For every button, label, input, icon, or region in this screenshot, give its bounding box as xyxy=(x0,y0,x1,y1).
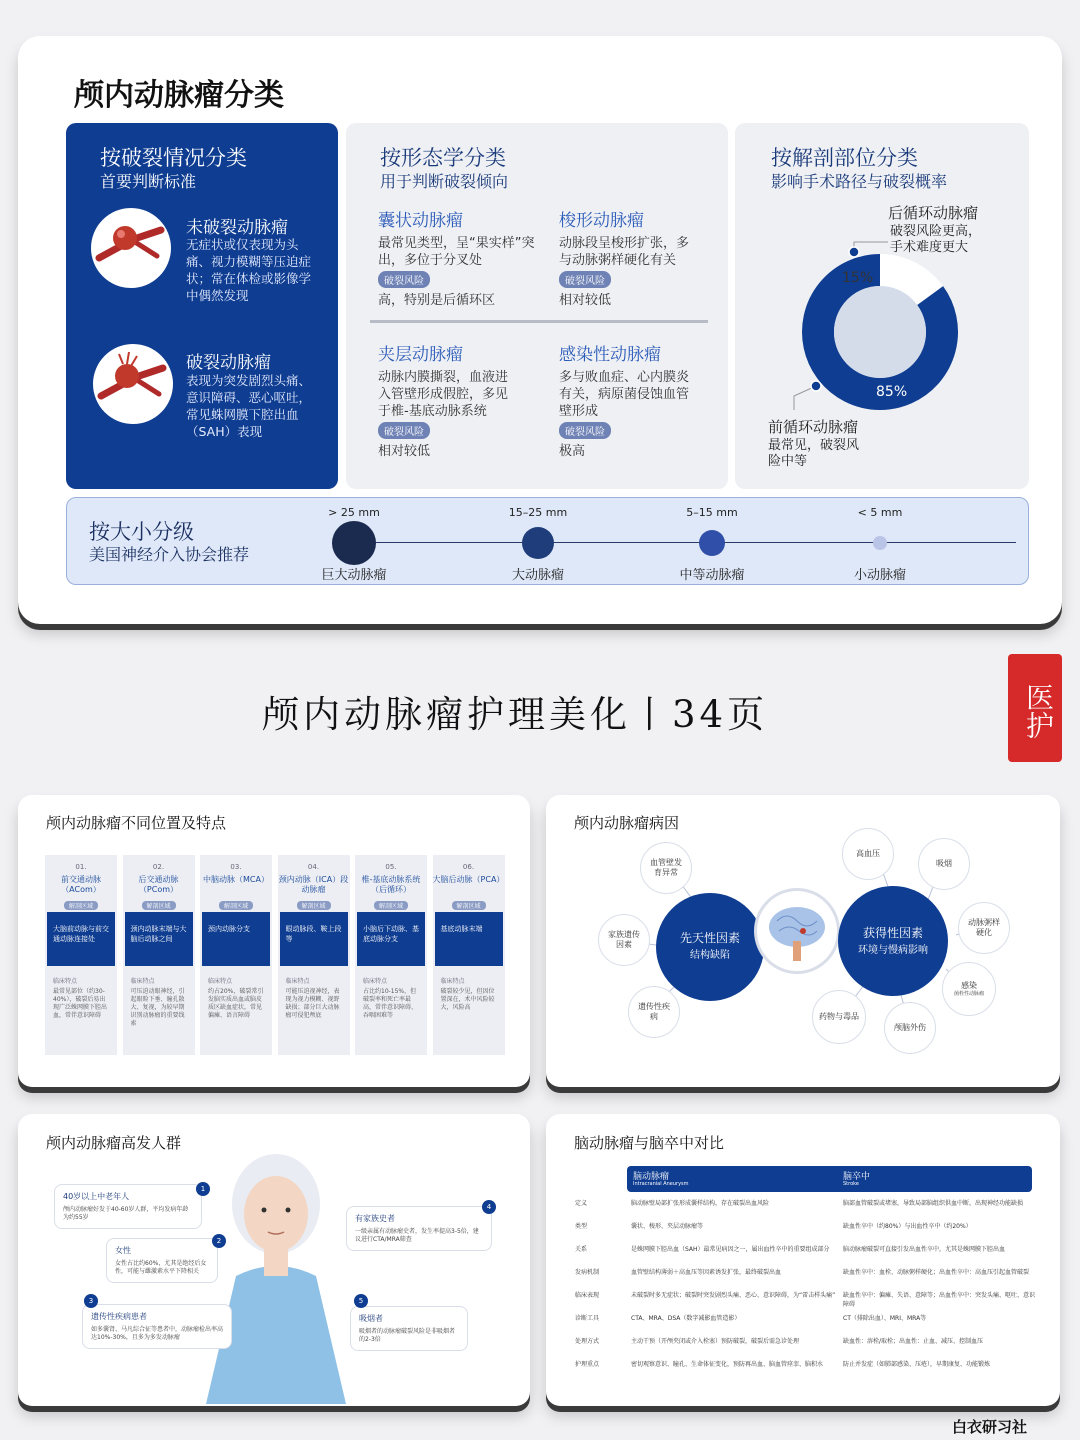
row-label: 护理重点 xyxy=(575,1361,600,1368)
acquired-circle xyxy=(838,886,948,996)
banner-title: 颅内动脉瘤护理美化丨34页 xyxy=(262,693,769,736)
bubble-genetic: 遗传性疾病 xyxy=(628,986,680,1038)
anat-title: 按解剖部位分类 xyxy=(771,146,918,170)
risk-desc: 吸烟者的动脉瘤破裂风险是非吸烟者的2-3倍 xyxy=(359,1328,456,1343)
feature-label: 临床特点 xyxy=(53,978,78,985)
location-area: 颈内动脉末端与大脑后动脉之间 xyxy=(125,912,193,966)
risk-badge: 破裂风险 xyxy=(559,271,611,288)
morph-risk: 高，特别是后循环区 xyxy=(378,293,496,308)
location-name: 大脑后动脉（PCA） xyxy=(432,875,505,884)
row-stroke: 脑部血管破裂或堵塞，导致局部脑组织供血中断，出现神经功能缺损 xyxy=(843,1200,1024,1207)
header-aneurysm-en: Intracranial Aneurysm xyxy=(633,1181,689,1187)
area-label: 解剖区域 xyxy=(297,901,331,910)
morph-name: 梭形动脉瘤 xyxy=(559,211,644,231)
table-row xyxy=(575,1221,1035,1230)
feature-label: 临床特点 xyxy=(440,978,465,985)
location-name: 前交通动脉（ACom） xyxy=(61,875,101,894)
morph-name: 囊状动脉瘤 xyxy=(378,211,463,231)
location-column xyxy=(45,855,117,1055)
risk-title: 女性 xyxy=(115,1246,131,1255)
risk-desc: 女性占比约60%，尤其是绝经后女性，可能与雌激素水平下降相关 xyxy=(115,1260,207,1275)
location-name: 中脑动脉（MCA） xyxy=(203,875,269,884)
bubble-infection-label: 感染 xyxy=(961,980,977,990)
location-area: 小脑后下动脉、基底动脉分支 xyxy=(357,912,425,966)
risk-num: 2 xyxy=(212,1234,226,1248)
congenital-sub: 结构缺陷 xyxy=(690,950,730,961)
morph-name: 感染性动脉瘤 xyxy=(559,345,661,365)
aneurysm-ruptured-image xyxy=(93,344,173,424)
rupture-subtitle: 首要判断标准 xyxy=(100,172,197,191)
risk-tag-age xyxy=(54,1184,202,1229)
location-column xyxy=(355,855,427,1055)
morph-desc: 动脉段呈梭形扩张，多与动脉粥样硬化有关 xyxy=(559,236,690,268)
size-range: > 25 mm xyxy=(328,506,380,519)
risk-desc: 如多囊肾、马凡综合征等患者中，动脉瘤检出率高达10%-30%，且多为多发动脉瘤 xyxy=(91,1326,224,1341)
location-area: 基底动脉末端 xyxy=(435,912,503,966)
location-column xyxy=(433,855,505,1055)
location-feature: 破裂较少见，但因位置深在，术中风险较大，风险高 xyxy=(440,988,495,1011)
risk-tag-genetic xyxy=(82,1304,232,1349)
location-name: 颈内动脉（ICA）段动脉瘤 xyxy=(278,875,349,894)
elderly-woman-image xyxy=(196,1146,356,1404)
morph-risk: 相对较低 xyxy=(559,293,612,308)
risk-title: 有家族史者 xyxy=(355,1214,395,1223)
posterior-name: 后循环动脉瘤 xyxy=(888,204,979,222)
table-row xyxy=(575,1313,1035,1322)
table-header xyxy=(627,1166,1032,1192)
location-num: 01. xyxy=(75,863,87,871)
slide4-title: 颅内动脉瘤高发人群 xyxy=(46,1134,182,1152)
header-stroke-en: Stroke xyxy=(843,1181,859,1187)
posterior-desc: 破裂风险更高，手术难度更大 xyxy=(890,224,982,255)
size-title: 按大小分级 xyxy=(89,520,194,544)
risk-num: 3 xyxy=(84,1294,98,1308)
size-subtitle: 美国神经介入协会推荐 xyxy=(89,545,250,564)
size-range: 15–25 mm xyxy=(508,506,568,519)
morph-risk: 极高 xyxy=(559,444,586,459)
row-label: 定义 xyxy=(575,1200,588,1207)
risk-title: 吸烟者 xyxy=(359,1314,383,1323)
row-stroke: CT（排除出血）、MRI、MRA等 xyxy=(843,1315,927,1322)
row-stroke: 缺血性卒中：偏瘫、失语、意障等；出血性卒中：突发头痛、呕吐、意识障碍 xyxy=(843,1292,1036,1308)
size-dot xyxy=(332,521,376,565)
slide3-title: 颅内动脉瘤病因 xyxy=(574,814,680,832)
anterior-desc: 最常见，破裂风险中等 xyxy=(768,438,860,469)
location-num: 03. xyxy=(230,863,242,871)
feature-label: 临床特点 xyxy=(285,978,310,985)
morph-desc: 最常见类型，呈“果实样”突出，多位于分叉处 xyxy=(378,236,535,268)
risk-badge: 破裂风险 xyxy=(378,271,430,288)
risk-num: 1 xyxy=(196,1182,210,1196)
risk-tag-female xyxy=(106,1238,218,1283)
risk-num: 5 xyxy=(354,1294,368,1308)
morph-item-infectious xyxy=(559,340,689,460)
area-label: 解剖区域 xyxy=(64,901,98,910)
morph-title: 按形态学分类 xyxy=(380,146,506,170)
location-column xyxy=(123,855,195,1055)
size-name: 大动脉瘤 xyxy=(511,568,564,583)
acquired-sub: 环境与慢病影响 xyxy=(858,945,928,956)
risk-tag-family xyxy=(346,1206,492,1251)
location-feature: 约占20%，破裂常引发脑实质出血或脑皮质区缺血症状，常见偏瘫、语言障碍 xyxy=(208,988,264,1019)
risk-title: 遗传性疾病患者 xyxy=(91,1312,147,1321)
location-area: 颈内动脉分支 xyxy=(202,912,270,966)
size-name: 巨大动脉瘤 xyxy=(321,568,387,583)
row-aneurysm: 主动干预（开颅夹闭或介入栓塞）预防破裂，破裂后需急诊处理 xyxy=(631,1338,800,1345)
risk-title: 40岁以上中老年人 xyxy=(63,1192,130,1201)
location-num: 05. xyxy=(385,863,397,871)
feature-label: 临床特点 xyxy=(130,978,155,985)
risk-desc: 一级亲属有动脉瘤史者，发生率提高3-5倍，建议进行CTA/MRA筛查 xyxy=(355,1228,479,1243)
size-name: 中等动脉瘤 xyxy=(679,568,745,583)
location-column xyxy=(278,855,350,1055)
row-aneurysm: 是蛛网膜下腔出血（SAH）最常见病因之一，属出血性卒中的重要组成部分 xyxy=(631,1246,830,1253)
bubble-smoking: 吸烟 xyxy=(918,838,970,890)
risk-tag-smoker xyxy=(350,1306,468,1351)
location-num: 06. xyxy=(462,863,475,871)
location-num: 02. xyxy=(152,863,165,871)
congenital-title: 先天性因素 xyxy=(679,931,740,945)
location-column xyxy=(200,855,272,1055)
morph-name: 夹层动脉瘤 xyxy=(378,345,463,365)
risk-desc: 颅内动脉瘤好发于40-60岁人群，平均发病年龄为约55岁 xyxy=(63,1206,189,1221)
area-label: 解剖区域 xyxy=(452,901,486,910)
rupture-title: 按破裂情况分类 xyxy=(100,146,247,170)
bubble-infection-sub: 菌栓性动脉瘤 xyxy=(953,990,984,997)
size-name: 小动脉瘤 xyxy=(853,568,906,583)
slide1-title: 颅内动脉瘤分类 xyxy=(74,78,284,113)
location-feature: 可压迫动眼神经，引起眼睑下垂、瞳孔散大、复视，为较早期识别动脉瘤的重要线索 xyxy=(130,988,185,1027)
header-aneurysm: 脑动脉瘤 xyxy=(633,1172,670,1182)
location-name: 椎-基底动脉系统（后循环） xyxy=(361,875,421,894)
risk-badge: 破裂风险 xyxy=(559,422,611,439)
feature-label: 临床特点 xyxy=(363,978,388,985)
table-row xyxy=(575,1290,1035,1308)
row-aneurysm: 未破裂时多无症状；破裂时突发剧烈头痛、恶心、意识障碍，为“雷击样头痛” xyxy=(631,1292,836,1299)
row-label: 发病机制 xyxy=(575,1269,600,1276)
size-range: < 5 mm xyxy=(857,506,903,519)
location-feature: 最常见部位（约30-40%），破裂后易出现广泛蛛网膜下腔出血，常伴意识障碍 xyxy=(53,988,108,1019)
location-name: 后交通动脉（PCom） xyxy=(138,875,179,894)
row-stroke: 缺血性卒中（约80%）与出血性卒中（约20%） xyxy=(843,1223,972,1230)
aneurysm-unruptured-image xyxy=(91,208,171,288)
row-stroke: 缺血性：溶栓/取栓；出血性：止血、减压、控制血压 xyxy=(843,1338,984,1345)
bubble-drugs: 药物与毒品 xyxy=(812,990,866,1044)
row-label: 临床表现 xyxy=(575,1292,600,1299)
label-15pct: 15% xyxy=(842,270,874,286)
morph-subtitle: 用于判断破裂倾向 xyxy=(380,172,509,191)
ruptured-desc: 表现为突发剧烈头痛、意识障碍、恶心呕吐，常见蛛网膜下腔出血（SAH）表现 xyxy=(186,373,312,439)
row-aneurysm: CTA、MRA、DSA（数字减影血管造影） xyxy=(631,1315,741,1322)
header-stroke: 脑卒中 xyxy=(843,1172,871,1182)
morph-risk: 相对较低 xyxy=(378,444,431,459)
anterior-name: 前循环动脉瘤 xyxy=(768,418,859,436)
row-aneurysm: 囊状、梭形、夹层动脉瘤等 xyxy=(631,1223,704,1230)
bubble-vessel-wall: 血管壁发育异常 xyxy=(640,842,692,894)
row-aneurysm: 密切观察意识、瞳孔、生命体征变化，预防再出血、脑血管痉挛、脑积水 xyxy=(631,1361,824,1368)
size-dot xyxy=(699,530,725,556)
anat-subtitle: 影响手术路径与破裂概率 xyxy=(771,172,948,191)
unruptured-name: 未破裂动脉瘤 xyxy=(186,218,288,238)
bubble-family: 家族遗传因素 xyxy=(598,914,650,966)
location-area: 眼动脉段、鞍上段等 xyxy=(280,912,348,966)
ruptured-name: 破裂动脉瘤 xyxy=(186,353,271,373)
location-num: 04. xyxy=(307,863,320,871)
table-row xyxy=(575,1359,1035,1368)
row-label: 类型 xyxy=(575,1223,588,1230)
morph-item-fusiform xyxy=(559,206,699,309)
location-feature: 可能压迫视神经，表现为视力模糊、视野缺损；部分巨大动脉瘤可侵犯颅底 xyxy=(285,988,340,1019)
brain-image xyxy=(754,888,840,974)
row-aneurysm: 血管壁结构薄弱＋高血压等因素诱发扩张，最终破裂出血 xyxy=(631,1269,782,1276)
row-label: 处理方式 xyxy=(575,1338,600,1345)
slide2-title: 颅内动脉瘤不同位置及特点 xyxy=(46,814,227,832)
bubble-hypertension: 高血压 xyxy=(842,828,894,880)
slide5-title: 脑动脉瘤与脑卒中对比 xyxy=(574,1134,725,1152)
risk-num: 4 xyxy=(482,1200,496,1214)
watermark: 白衣研习社 xyxy=(952,1418,1028,1436)
row-aneurysm: 脑动脉壁局部扩张形成囊样结构，存在破裂出血风险 xyxy=(631,1200,770,1207)
morph-desc: 动脉内膜撕裂，血液进入管壁形成假腔，多见于椎-基底动脉系统 xyxy=(378,370,509,419)
row-stroke: 脑动脉瘤破裂可直接引发出血性卒中，尤其是蛛网膜下腔出血 xyxy=(843,1246,1006,1253)
unruptured-desc: 无症状或仅表现为头痛、视力模糊等压迫症状；常在体检或影像学中偶然发现 xyxy=(186,237,312,303)
congenital-circle xyxy=(656,893,764,1001)
table-row xyxy=(575,1267,1035,1276)
morph-item-saccular xyxy=(378,206,538,309)
risk-badge: 破裂风险 xyxy=(378,422,430,439)
area-label: 解剖区域 xyxy=(142,901,176,910)
size-dot xyxy=(522,527,554,559)
area-label: 解剖区域 xyxy=(374,901,408,910)
location-area: 大脑前动脉与前交通动脉连接处 xyxy=(47,912,115,966)
bubble-trauma: 颅脑外伤 xyxy=(884,1002,936,1054)
feature-label: 临床特点 xyxy=(208,978,233,985)
morph-desc: 多与败血症、心内膜炎有关，病原菌侵蚀血管壁形成 xyxy=(559,370,690,419)
bubble-atherosclerosis: 动脉粥样硬化 xyxy=(958,902,1010,954)
acquired-title: 获得性因素 xyxy=(862,926,923,940)
location-feature: 占比约10-15%，但破裂率和死亡率最高，常伴意识障碍、吞咽困难等 xyxy=(363,988,418,1019)
row-label: 关系 xyxy=(575,1246,588,1253)
area-label: 解剖区域 xyxy=(219,901,253,910)
table-row xyxy=(575,1244,1035,1253)
size-line xyxy=(352,542,1016,543)
table-row xyxy=(575,1336,1035,1345)
table-row xyxy=(575,1198,1035,1207)
tag-medical: 医护 xyxy=(1008,654,1062,762)
morph-item-dissecting xyxy=(378,340,518,460)
size-range: 5–15 mm xyxy=(686,506,738,519)
row-stroke: 缺血性卒中：血栓、动脉粥样硬化；出血性卒中：高血压引起血管破裂 xyxy=(843,1269,1030,1276)
row-stroke: 防止并发症（如肺部感染、压疮），早期康复、功能锻炼 xyxy=(843,1361,991,1368)
row-label: 诊断工具 xyxy=(575,1315,600,1322)
bubble-infection xyxy=(942,962,996,1016)
morph-divider xyxy=(370,320,708,323)
label-85pct: 85% xyxy=(876,384,908,400)
size-dot xyxy=(873,536,887,550)
